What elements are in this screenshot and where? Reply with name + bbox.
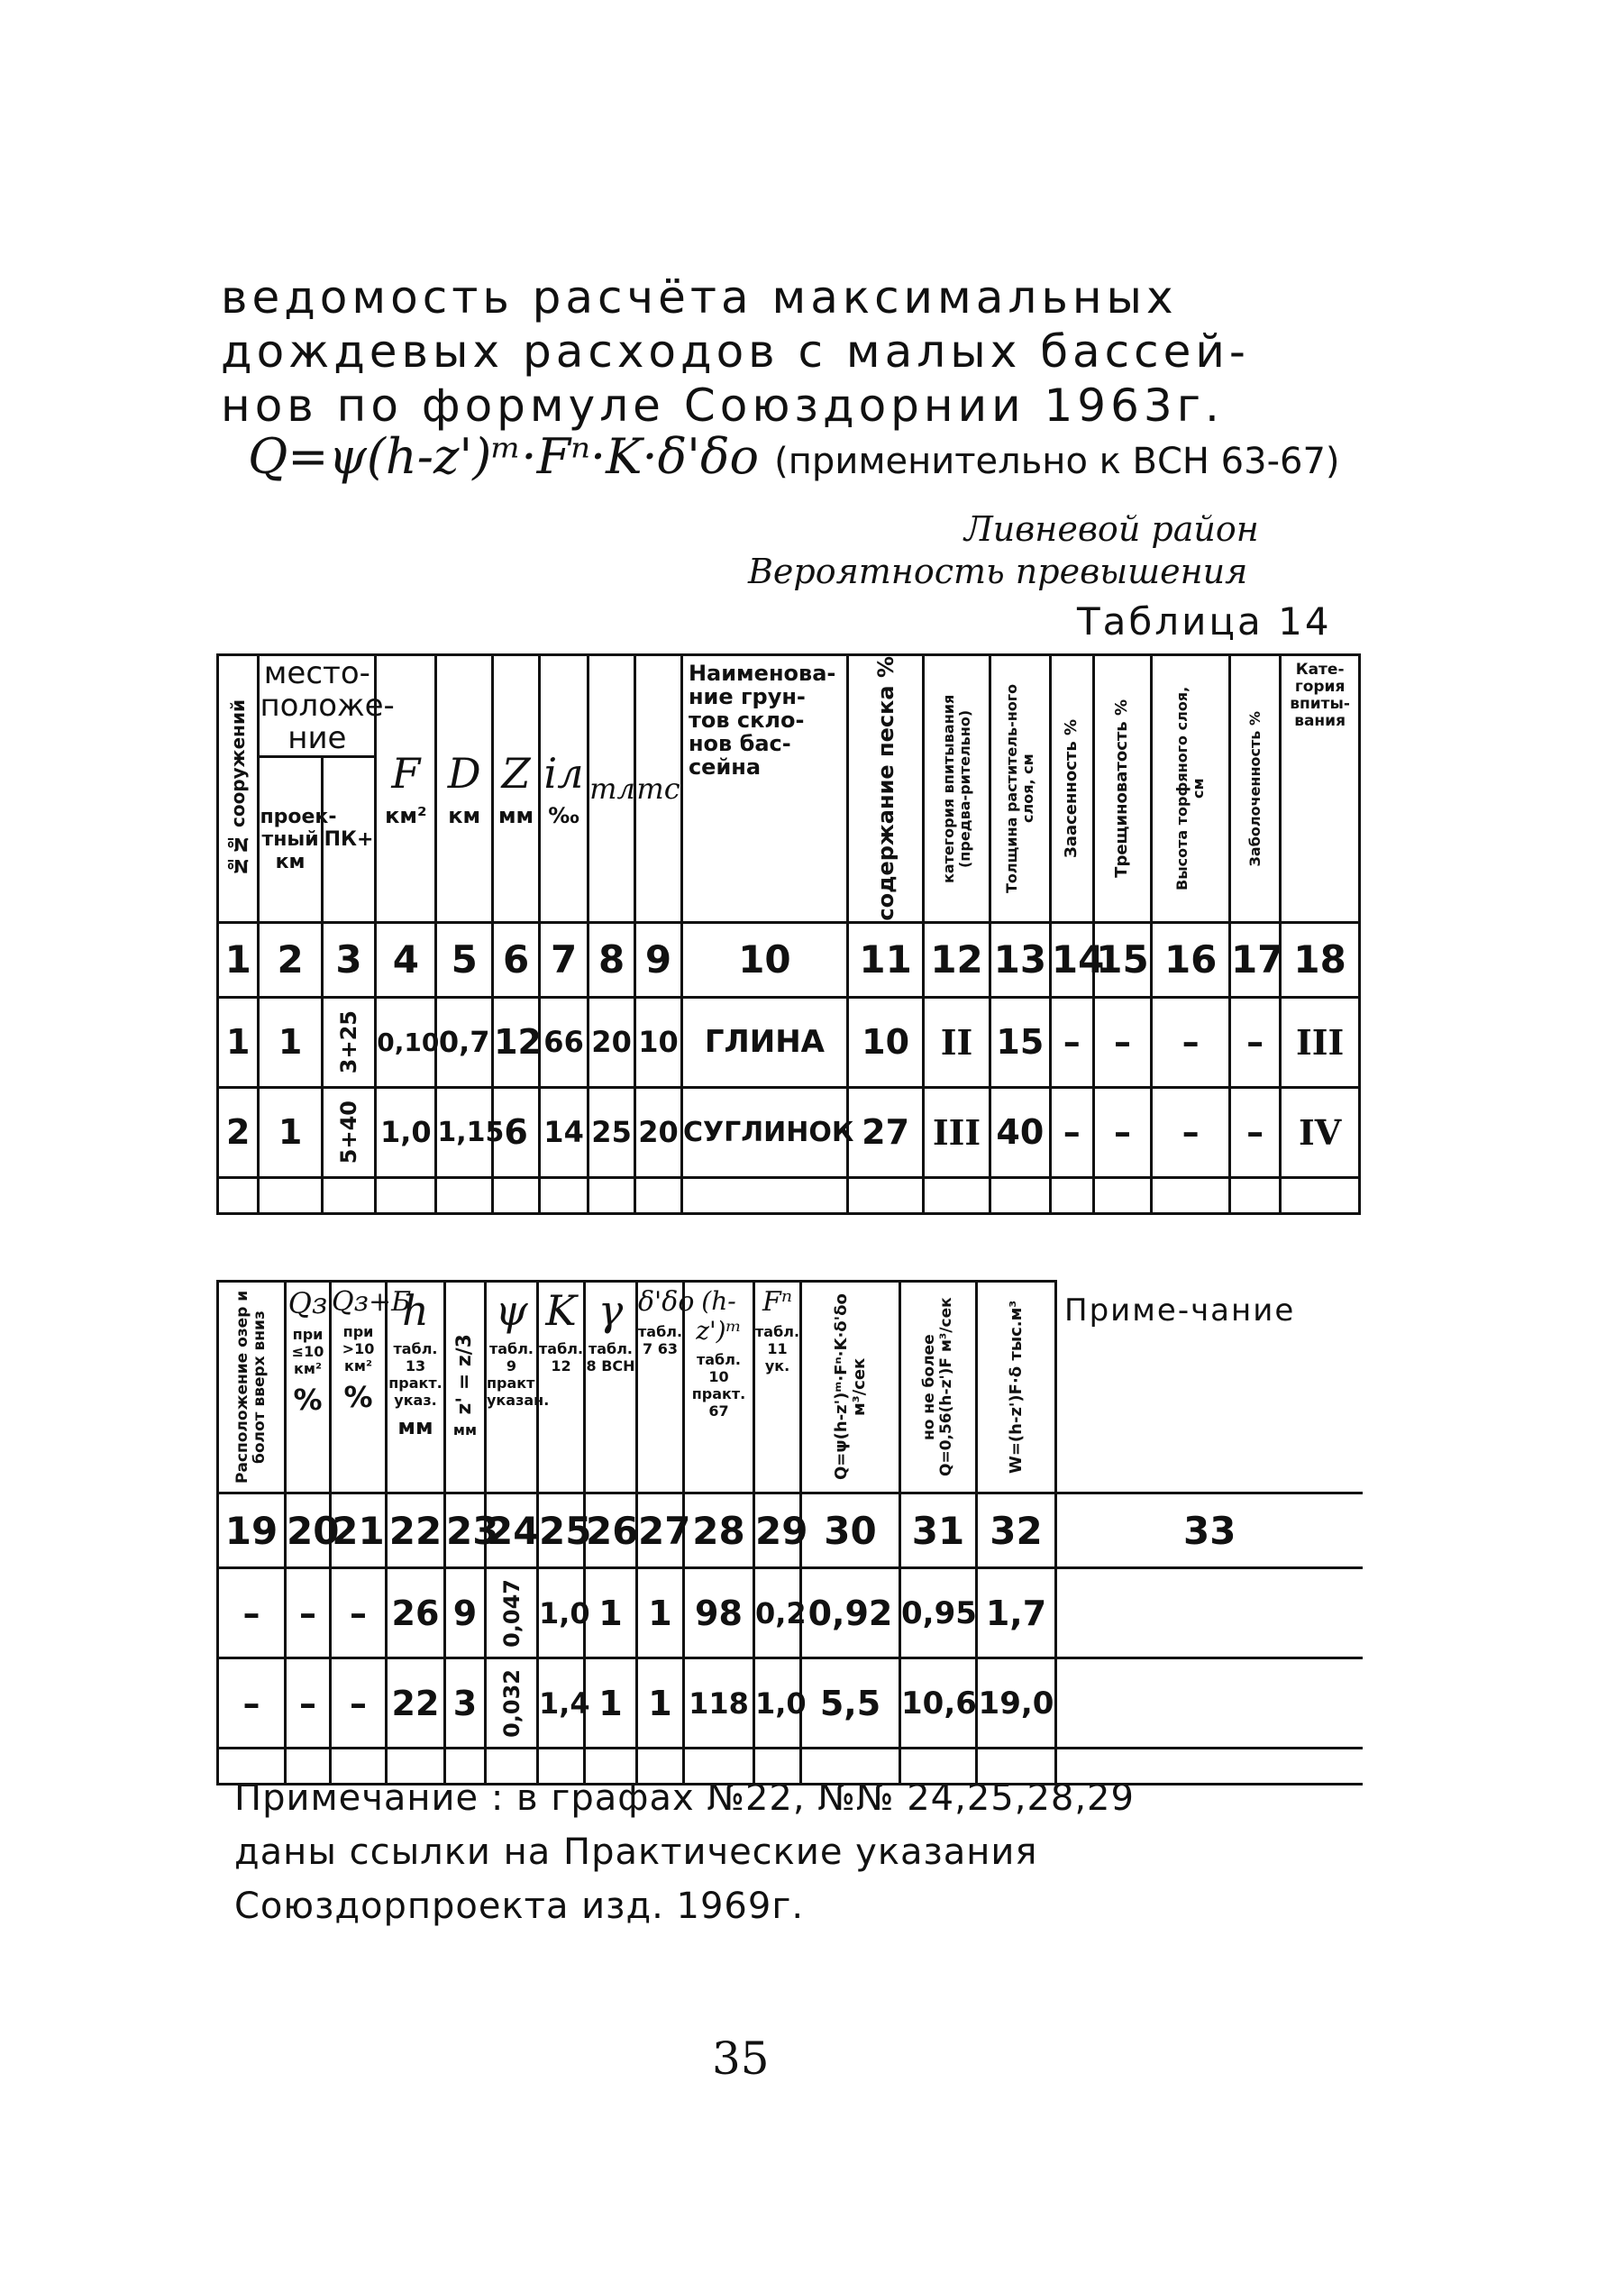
cell: 66 [540,997,588,1087]
column-number: 29 [754,1493,801,1568]
column-number: 28 [684,1493,754,1568]
cell: – [331,1568,387,1658]
formula [248,428,1419,485]
col-project-km-header: проек-тный км [259,757,322,923]
cell: – [286,1658,331,1749]
col-peat-header: Высота торфяного слоя, см [1152,655,1230,923]
cell: 1 [637,1658,684,1749]
footnote [234,1771,1406,1933]
cell: 0,032 [486,1658,538,1749]
column-number: 2 [259,922,322,997]
table-row [218,1568,1363,1658]
cell: 1 [259,1087,322,1177]
cell: 19,0 [977,1658,1056,1749]
cell: 9 [445,1568,486,1658]
cell: – [1152,997,1230,1087]
column-number: 21 [331,1493,387,1568]
page-number: 35 [712,2032,770,2085]
col-psi-header: ψ табл. 9 практ. указан. [486,1282,538,1493]
column-number: 9 [635,922,682,997]
col-f-header: F км² [376,655,436,923]
cell: 1 [637,1568,684,1658]
column-number: 4 [376,922,436,997]
table-1 [216,653,1361,1215]
column-number: 22 [387,1493,445,1568]
cell: 10,6 [900,1658,977,1749]
cell: 0,2 [754,1568,801,1658]
cell: 0,92 [801,1568,900,1658]
column-number: 33 [1056,1493,1363,1568]
cell: – [286,1568,331,1658]
table-1-header-row-top [218,655,1360,757]
table-row [218,1658,1363,1749]
cell: 14 [540,1087,588,1177]
col-z-header: Z мм [493,655,540,923]
cell: 1,0 [376,1087,436,1177]
formula-note: (применительно к ВСН 63-67) [774,441,1340,482]
cell: – [1093,997,1152,1087]
col-category-header: Кате-гория впиты-вания [1281,655,1360,923]
col-sand-header: содержание песка % [847,655,923,923]
column-number: 23 [445,1493,486,1568]
table-2-header-row [218,1282,1363,1493]
column-number: 10 [681,922,847,997]
cell: 0,7 [436,997,493,1087]
cell: 10 [635,997,682,1087]
column-number: 6 [493,922,540,997]
probability: Вероятность превышения [748,552,1248,591]
col-delta-header: δ'δo табл. 7 63 [637,1282,684,1493]
cell: III [1281,997,1360,1087]
cell: 12 [493,997,540,1087]
cell: 3+25 [322,997,376,1087]
title-line-1: ведомость расчёта максимальных [221,271,1178,324]
column-number: 32 [977,1493,1056,1568]
cell: – [1050,1087,1093,1177]
cell: 1 [218,997,259,1087]
cell: IV [1281,1087,1360,1177]
col-hz-header: (h-z')ᵐ табл. 10 практ. 67 [684,1282,754,1493]
col-q3b-header: Qз+Б при >10 км² % [331,1282,387,1493]
cell: – [331,1658,387,1749]
column-number: 7 [540,922,588,997]
table-2-number-row [218,1493,1363,1568]
cell: – [218,1658,286,1749]
cell: II [924,997,990,1087]
cell: 5+40 [322,1087,376,1177]
cell: – [1229,1087,1280,1177]
column-number: 3 [322,922,376,997]
column-number: 5 [436,922,493,997]
col-q-formula-header: Q=ψ(h-z')ᵐ·Fⁿ·K·δ'δo м³/сек [801,1282,900,1493]
footnote-line-3: Союздорпроекта изд. 1969г. [234,1886,805,1927]
cell: 25 [588,1087,635,1177]
cell: 118 [684,1658,754,1749]
col-location-header: место-положе-ние [260,655,395,757]
col-mc-header: mc [635,655,682,923]
table-2 [216,1280,1363,1785]
column-number: 27 [637,1493,684,1568]
cell: 3 [445,1658,486,1749]
cell: 1 [585,1658,637,1749]
cell: 27 [847,1087,923,1177]
cell: – [1152,1087,1230,1177]
col-pk-header: ПК+ [322,757,376,923]
cell: – [1050,997,1093,1087]
col-remarks-header: Приме-чание [1056,1282,1363,1493]
column-number: 30 [801,1493,900,1568]
cell: 40 [990,1087,1050,1177]
column-number: 25 [538,1493,585,1568]
column-number: 31 [900,1493,977,1568]
cell: 1,0 [538,1568,585,1658]
col-swamp-header: Заболоченность % [1229,655,1280,923]
column-number: 12 [924,922,990,997]
col-fracture-header: Трещиноватость % [1093,655,1152,923]
cell: 0,10 [376,997,436,1087]
col-q-max-header: но не более Q=0,56(h-z')F м³/сек [900,1282,977,1493]
footnote-line-1: Примечание : в графах №22, №№ 24,25,28,29 [234,1777,1135,1819]
col-k-header: K табл. 12 [538,1282,585,1493]
table-row [218,997,1360,1087]
col-q3-header: Qз при ≤10 км² % [286,1282,331,1493]
cell: 1,15 [436,1087,493,1177]
cell: 20 [588,997,635,1087]
column-number: 8 [588,922,635,997]
column-number: 14 [1050,922,1093,997]
cell: 1,4 [538,1658,585,1749]
cell: III [924,1087,990,1177]
cell: 10 [847,997,923,1087]
title-line-3: нов по формуле Союздорнии 1963г. [221,379,1224,432]
cell: СУГЛИНОК [681,1087,847,1177]
table-label: Таблица 14 [1077,599,1332,644]
cell: – [1229,997,1280,1087]
column-number: 1 [218,922,259,997]
col-category-pre-header: категория впитывания (предва-рительно) [924,655,990,923]
col-soil-header: Наименова-ние грун-тов скло-нов бас-сейна [681,655,847,923]
cell: ГЛИНА [681,997,847,1087]
formula-expression: Q=ψ(h-z')ᵐ·Fⁿ·K·δ'δo [248,428,759,485]
col-gamma-header: γ табл. 8 ВСН [585,1282,637,1493]
rain-region: Ливневой район [964,509,1259,549]
col-h-header: h табл. 13 практ. указ. мм [387,1282,445,1493]
cell: 0,95 [900,1568,977,1658]
column-number: 17 [1229,922,1280,997]
column-number: 20 [286,1493,331,1568]
col-z-prime-header: z' = z/3 мм [445,1282,486,1493]
cell [1056,1568,1363,1658]
column-number: 15 [1093,922,1152,997]
col-soil-layer-header: Толщина раститель-ного слоя, см [990,655,1050,923]
col-vegetation-header: Заасенность % [1050,655,1093,923]
col-i-header: iл ‰ [540,655,588,923]
col-ml-header: mл [588,655,635,923]
cell: 98 [684,1568,754,1658]
cell: 6 [493,1087,540,1177]
table-1-empty-row [218,1177,1360,1213]
cell: 5,5 [801,1658,900,1749]
cell [1056,1658,1363,1749]
cell: – [218,1568,286,1658]
cell: 26 [387,1568,445,1658]
column-number: 26 [585,1493,637,1568]
column-number: 16 [1152,922,1230,997]
column-number: 18 [1281,922,1360,997]
cell: 15 [990,997,1050,1087]
footnote-line-2: даны ссылки на Практические указания [234,1831,1038,1873]
col-w-header: W=(h-z')F·δ тыс.м³ [977,1282,1056,1493]
column-number: 19 [218,1493,286,1568]
cell: – [1093,1087,1152,1177]
col-structures-header: №№ сооружений [218,655,259,923]
col-d-header: D км [436,655,493,923]
cell: 0,047 [486,1568,538,1658]
column-number: 24 [486,1493,538,1568]
column-number: 11 [847,922,923,997]
table-row [218,1087,1360,1177]
cell: 1 [259,997,322,1087]
cell: 20 [635,1087,682,1177]
cell: 1,7 [977,1568,1056,1658]
col-fn-header: Fⁿ табл. 11 ук. [754,1282,801,1493]
table-1-number-row [218,922,1360,997]
cell: 22 [387,1658,445,1749]
cell: 1 [585,1568,637,1658]
document-title [221,270,1410,433]
col-lakes-header: Расположение озер и болот вверх вниз [218,1282,286,1493]
column-number: 13 [990,922,1050,997]
cell: 1,0 [754,1658,801,1749]
title-line-2: дождевых расходов с малых бассей- [221,325,1250,378]
cell: 2 [218,1087,259,1177]
